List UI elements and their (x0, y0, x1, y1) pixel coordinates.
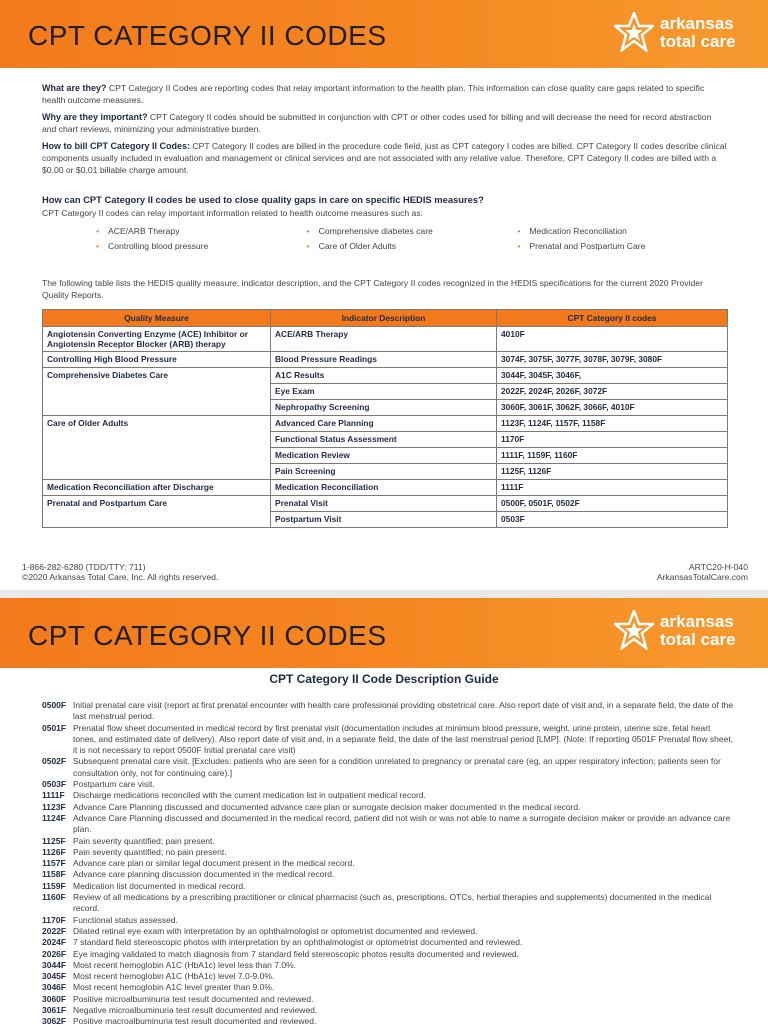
page-two (0, 598, 768, 1024)
code-description-list (0, 700, 768, 1024)
quality-measure-cell: Angiotensin Converting Enzyme (ACE) Inhibitor or Angiotensin Receptor Blocker (ARB) therapy (43, 327, 271, 352)
codes-cell: 4010F (497, 327, 728, 352)
code-entry (42, 869, 734, 880)
code-entry (42, 779, 734, 790)
header-banner (0, 0, 768, 68)
codes-cell: 3044F, 3045F, 3046F, (497, 368, 728, 384)
code-entry (42, 756, 734, 779)
phone-number: 1-866-282-6280 (TDD/TTY: 711) (22, 562, 146, 572)
code-label: 1123F (42, 801, 66, 812)
table-row (43, 480, 728, 496)
column-header: Quality Measure (43, 310, 271, 327)
code-label: 1126F (42, 846, 66, 857)
indicator-cell: Prenatal Visit (271, 496, 497, 512)
document-id: ARTC20-H-040 (688, 562, 748, 572)
indicator-cell: Medication Review (271, 448, 497, 464)
column-header: Indicator Description (271, 310, 497, 327)
code-label: 0500F (42, 700, 67, 710)
list-item: • ACE/ARB Therapy (96, 225, 307, 237)
table-row (43, 416, 728, 432)
codes-cell: 2022F, 2024F, 2026F, 3072F (497, 384, 728, 400)
guide-title: CPT Category II Code Description Guide (269, 672, 499, 686)
indicator-cell: Nephropathy Screening (271, 400, 497, 416)
code-label: 1160F (42, 892, 66, 903)
code-entry (42, 960, 734, 971)
list-item: • Controlling blood pressure (96, 240, 307, 252)
code-label: 3045F (42, 971, 67, 982)
why-paragraph: Why are they important? CPT Category II codes should be submitted in conjunction with CPT or other codes used for billing and will decrease the need for record abstraction and chart reviews, minimizing your administrative burden. (42, 112, 712, 134)
website: ArkansasTotalCare.com (656, 572, 748, 582)
code-description: Most recent hemoglobin A1C (HbA1c) level less than 7.0%. (73, 959, 297, 970)
hedis-subtitle: CPT Category II codes can relay important information related to health outcome measures such as: (42, 208, 424, 218)
what-paragraph: What are they? CPT Category II Codes are reporting codes that relay important information to the health plan. This information can close quality care gaps related to specific health outcome measures. (42, 83, 705, 105)
hedis-codes-table (42, 309, 728, 528)
arkansas-total-care-logo: arkansas total care (614, 610, 750, 654)
codes-cell: 0503F (497, 512, 728, 528)
code-label: 2024F (42, 937, 67, 948)
code-entry (42, 802, 734, 813)
indicator-cell: Medication Reconciliation (271, 480, 497, 496)
code-entry (42, 881, 734, 892)
copyright: ©2020 Arkansas Total Care, Inc. All rights reserved. (22, 572, 219, 582)
codes-cell: 1111F (497, 480, 728, 496)
code-entry (42, 836, 734, 847)
code-label: 1158F (42, 869, 66, 880)
measure-bullet-list (96, 225, 728, 255)
page-title: CPT CATEGORY II CODES (28, 20, 387, 51)
codes-cell: 1111F, 1159F, 1160F (497, 448, 728, 464)
quality-measure-cell: Medication Reconciliation after Discharge (43, 480, 271, 496)
list-item: • Care of Older Adults (307, 240, 518, 252)
code-label: 0502F (42, 756, 67, 767)
quality-measure-cell: Comprehensive Diabetes Care (43, 368, 271, 416)
code-description: Positive microalbuminuria test result documented and reviewed. (73, 993, 314, 1004)
code-label: 3062F (42, 1016, 67, 1024)
indicator-cell: Postpartum Visit (271, 512, 497, 528)
code-label: 3046F (42, 982, 67, 993)
code-description: Eye imaging validated to match diagnosis from 7 standard field stereoscopic photos results documented and reviewed. (73, 948, 520, 959)
code-entry (42, 723, 734, 757)
code-label: 2026F (42, 948, 67, 959)
list-item: • Comprehensive diabetes care (307, 225, 518, 237)
codes-cell: 3074F, 3075F, 3077F, 3078F, 3079F, 3080F (497, 352, 728, 368)
page-title: CPT CATEGORY II CODES (28, 620, 387, 651)
code-entry (42, 937, 734, 948)
code-entry (42, 858, 734, 869)
code-description: Advance Care Planning discussed and documented in the medical record, patient did not wish or was not able to name a surrogate decision maker or provide an advance care plan. (73, 812, 731, 835)
how-paragraph: How to bill CPT Category II Codes: CPT Category II codes are billed in the procedure code field, just as CPT category I codes are billed. CPT Category II codes describe clinical components usually included in evaluation and management or clinical services and are not associated with any relative value. Therefore, CPT Category II codes are billed with a $0.00 or $0.01 billable charge amount. (42, 141, 727, 175)
code-description: Most recent hemoglobin A1C level greater than 9.0%. (73, 982, 275, 993)
code-description: Pain severity quantified; pain present. (73, 835, 215, 846)
quality-measure-cell: Prenatal and Postpartum Care (43, 496, 271, 528)
code-label: 1111F (42, 790, 65, 801)
indicator-cell: Eye Exam (271, 384, 497, 400)
code-description: Discharge medications reconciled with the current medication list in outpatient medical record. (73, 790, 426, 801)
indicator-cell: ACE/ARB Therapy (271, 327, 497, 352)
code-label: 0501F (42, 722, 67, 733)
code-entry (42, 892, 734, 915)
code-label: 1170F (42, 914, 66, 925)
table-row (43, 496, 728, 512)
code-label: 1124F (42, 812, 66, 823)
arkansas-total-care-logo: arkansas total care (614, 12, 750, 56)
code-label: 3060F (42, 993, 67, 1004)
code-entry (42, 1005, 734, 1016)
code-entry (42, 1016, 734, 1024)
quality-measure-cell: Controlling High Blood Pressure (43, 352, 271, 368)
code-description: Advance care planning discussion documented in the medical record. (73, 869, 335, 880)
code-entry (42, 790, 734, 801)
codes-cell: 1123F, 1124F, 1157F, 1158F (497, 416, 728, 432)
table-intro: The following table lists the HEDIS quality measure, indicator description, and the CPT Category II codes recognized in the HEDIS specifications for the current 2020 Provider Quality Reports. (42, 278, 703, 300)
code-entry (42, 915, 734, 926)
code-label: 0503F (42, 779, 67, 790)
code-description: 7 standard field stereoscopic photos with interpretation by an ophthalmologist or optometrist documented and reviewed. (73, 937, 523, 948)
code-label: 2022F (42, 925, 67, 936)
indicator-cell: Advanced Care Planning (271, 416, 497, 432)
code-label: 3061F (42, 1005, 67, 1016)
table-row (43, 327, 728, 352)
header-banner (0, 598, 768, 668)
code-label: 1159F (42, 880, 66, 891)
table-row (43, 352, 728, 368)
code-description: Medication list documented in medical record. (73, 880, 246, 891)
footer-reference (657, 562, 748, 582)
code-entry (42, 994, 734, 1005)
code-description: Prenatal flow sheet documented in medical record by first prenatal visit (documentation includes at minimum blood pressure, weight, urine protein, uterine size, fetal heart tones, and estimated date of delivery). Also report date of visit and, in a separate field, the date of the last menstrual period [LMP]. (Note: If reporting 0501F Prenatal flow sheet, it is not necessary to report 0500F Initial prenatal care visit) (73, 722, 734, 756)
codes-cell: 3060F, 3061F, 3062F, 3066F, 4010F (497, 400, 728, 416)
codes-cell: 0500F, 0501F, 0502F (497, 496, 728, 512)
column-header: CPT Category II codes (497, 310, 728, 327)
code-label: 3044F (42, 959, 67, 970)
code-entry (42, 847, 734, 858)
code-description: Most recent hemoglobin A1C (HbA1c) level 7.0-9.0%. (73, 971, 275, 982)
star-burst-icon (614, 12, 654, 52)
codes-cell: 1170F (497, 432, 728, 448)
code-entry (42, 926, 734, 937)
indicator-cell: Functional Status Assessment (271, 432, 497, 448)
list-item: • Prenatal and Postpartum Care (517, 240, 728, 252)
code-description: Positive macroalbuminuria test result documented and reviewed. (73, 1016, 317, 1024)
list-item: • Medication Reconciliation (517, 225, 728, 237)
code-description: Review of all medications by a prescribing practitioner or clinical pharmacist (such as, prescriptions, OTCs, herbal therapies and supplements) documented in the medical record. (73, 892, 712, 914)
indicator-cell: Pain Screening (271, 464, 497, 480)
code-description: Functional status assessed. (73, 914, 178, 925)
code-label: 1157F (42, 858, 66, 869)
code-entry (42, 949, 734, 960)
code-label: 1125F (42, 835, 66, 846)
indicator-cell: A1C Results (271, 368, 497, 384)
codes-cell: 1125F, 1126F (497, 464, 728, 480)
table-row (43, 368, 728, 384)
code-description: Postpartum care visit. (73, 779, 155, 790)
code-description: Dilated retinal eye exam with interpretation by an ophthalmologist or optometrist documented and reviewed. (73, 925, 478, 936)
code-description: Pain severity quantified; no pain present. (73, 846, 227, 857)
quality-measure-cell: Care of Older Adults (43, 416, 271, 480)
footer-contact (22, 562, 218, 582)
indicator-cell: Blood Pressure Readings (271, 352, 497, 368)
code-description: Initial prenatal care visit (report at first prenatal encounter with health care professional providing obstetrical care. Also report date of visit and, in a separate field, the date of the last menstrual period. (73, 700, 734, 722)
code-description: Negative microalbuminuria test result documented and reviewed. (73, 1005, 318, 1016)
code-entry (42, 982, 734, 993)
code-description: Advance Care Planning discussed and documented advance care plan or surrogate decision maker documented in the medical record. (73, 801, 581, 812)
hedis-question: How can CPT Category II codes be used to close quality gaps in care on specific HEDIS measures? (42, 194, 484, 205)
code-entry (42, 813, 734, 836)
code-description: Advance care plan or similar legal document present in the medical record. (73, 858, 355, 869)
star-burst-icon (614, 610, 654, 650)
code-entry (42, 971, 734, 982)
code-description: Subsequent prenatal care visit. [Excludes: patients who are seen for a condition unrelated to pregnancy or prenatal care (eg, an upper respiratory infection; patients seen for consultation only, not for continuing care).] (73, 756, 721, 778)
code-entry (42, 700, 734, 723)
